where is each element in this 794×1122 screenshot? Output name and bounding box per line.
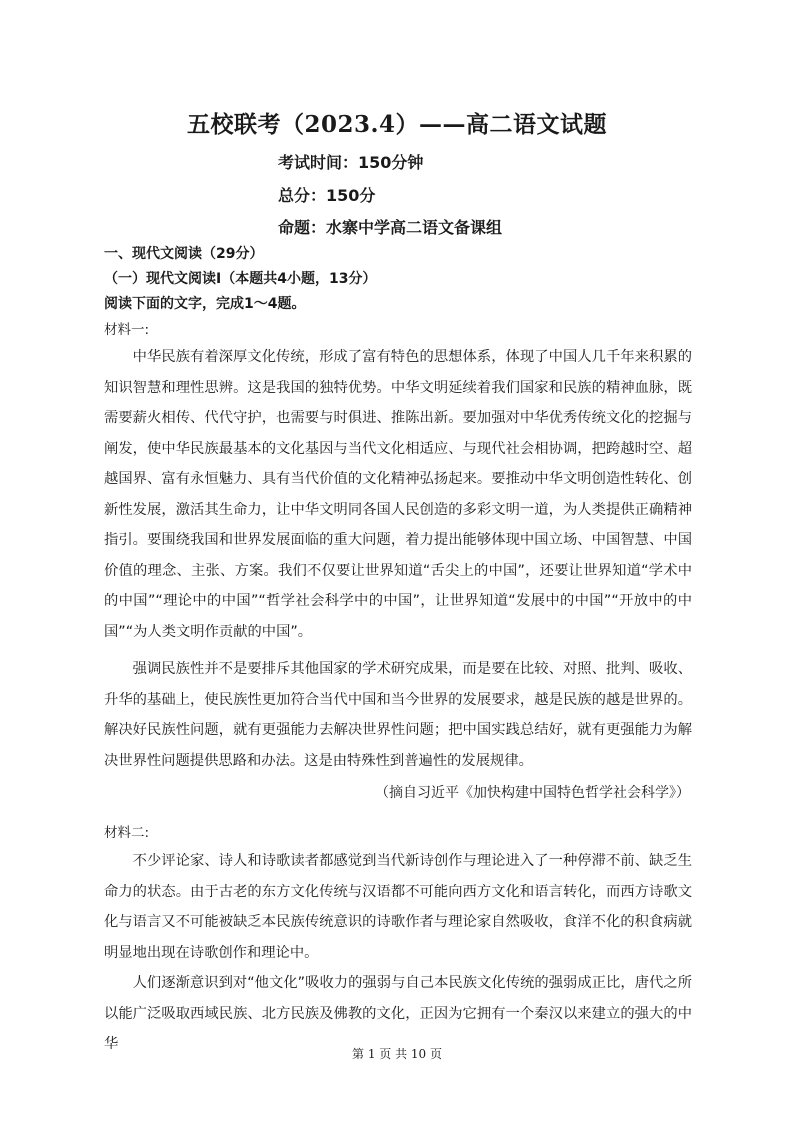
- material-two-paragraph-2: 人们逐渐意识到对“他文化”吸收力的强弱与自己本民族文化传统的强弱成正比，唐代之所以能广泛吸取西域民族、北方民族及佛教的文化，正因为它拥有一个秦汉以来建立的强大的中华: [104, 975, 692, 1052]
- question-setter: 命题：水寨中学高二语文备课组: [278, 218, 503, 237]
- section-heading-part-one: 一、现代文阅读（29分）: [104, 246, 264, 262]
- material-one-citation: （摘自习近平《加快构建中国特色哲学社会科学》）: [375, 785, 690, 801]
- material-two-paragraph-1: 不少评论家、诗人和诗歌读者都感觉到当代新诗创作与理论进入了一种停滞不前、缺乏生命力的状态。由于古老的东方文化传统与汉语都不可能向西方文化和语言转化，而西方诗歌文化与语言又不可能被缺乏本民族传统意识的诗歌作者与理论家自然吸收，食洋不化的积食病就明显地出现在诗歌创作和理论中。: [104, 853, 692, 961]
- exam-time: 考试时间：150分钟: [278, 153, 424, 172]
- page-footer: 第 1 页 共 10 页: [352, 1047, 442, 1061]
- material-one-paragraph-2: 强调民族性并不是要排斥其他国家的学术研究成果，而是要在比较、对照、批判、吸收、升华的基础上，使民族性更加符合当代中国和当今世界的发展要求，越是民族的越是世界的。解决好民族性问题，就有更强能力去解决世界性问题；把中国实践总结好，就有更强能力为解决世界性问题提供思路和办法。这是由特殊性到普遍性的发展规律。: [104, 661, 692, 769]
- section-heading-sub-one: （一）现代文阅读Ⅰ（本题共4小题，13分）: [104, 271, 377, 287]
- total-score: 总分：150分: [278, 186, 376, 205]
- material-one-paragraph-1: 中华民族有着深厚文化传统，形成了富有特色的思想体系，体现了中国人几千年来积累的知识智慧和理性思辨。这是我国的独特优势。中华文明延续着我们国家和民族的精神血脉，既需要薪火相传、代代守护，也需要与时俱进、推陈出新。要加强对中华优秀传统文化的挖掘与阐发，使中华民族最基本的文化基因与当代文化相适应、与现代社会相协调，把跨越时空、超越国界、富有永恒魅力、具有当代价值的文化精神弘扬起来。要推动中华文明创造性转化、创新性发展，激活其生命力，让中华文明同各国人民创造的多彩文明一道，为人类提供正确精神指引。要围绕我国和世界发展面临的重大问题，着力提出能够体现中国立场、中国智慧、中国价值的理念、主张、方案。我们不仅要让世界知道“舌尖上的中国”，还要让世界知道“学术中的中国”“理论中的中国”“哲学社会科学中的中国”，让世界知道“发展中的中国”“开放中的中国”“为人类文明作贡献的中国”。: [104, 349, 692, 640]
- material-one-label: 材料一:: [104, 322, 150, 338]
- reading-instruction: 阅读下面的文字，完成1～4题。: [104, 296, 306, 312]
- page-title: 五校联考（2023.4）——高二语文试题: [186, 111, 608, 138]
- material-two-label: 材料二:: [104, 825, 150, 841]
